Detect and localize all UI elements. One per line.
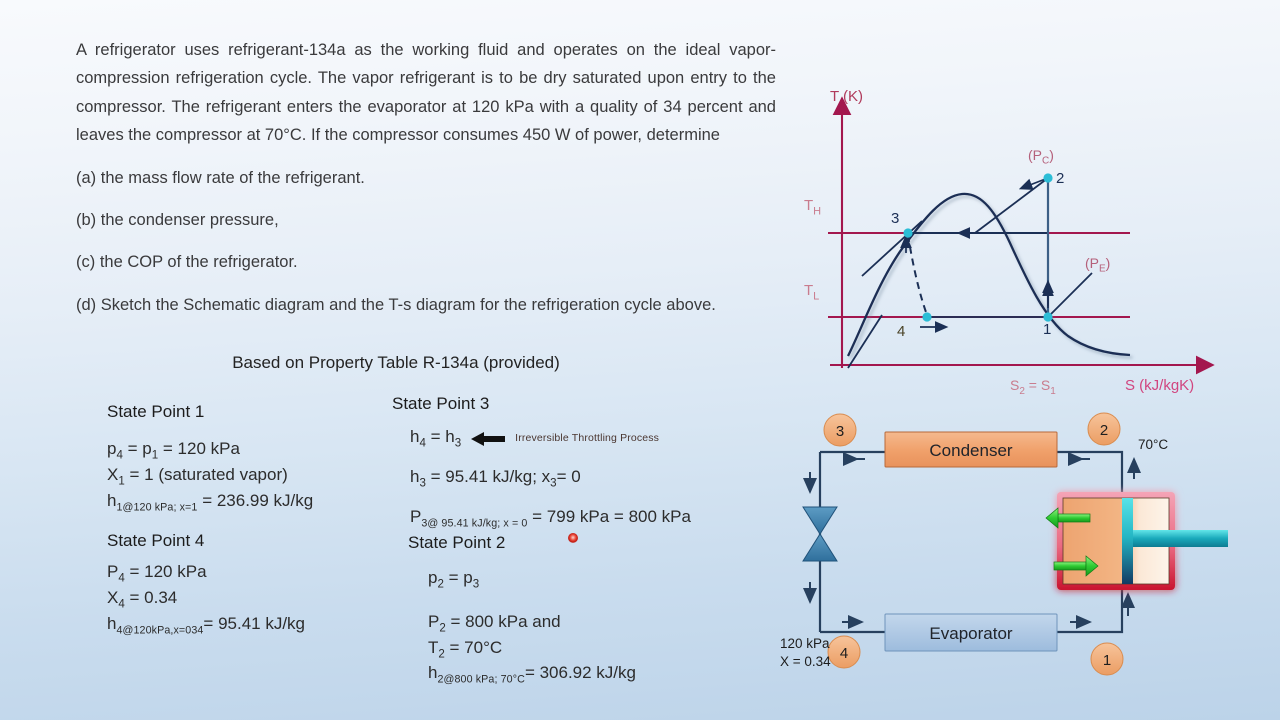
expansion-valve-icon [803, 507, 837, 561]
sp2-line-temperature [428, 637, 636, 663]
sp2-T-sub: 2 [438, 647, 445, 660]
ts-entropy-note: $S_2 = S_1$ [1010, 377, 1056, 397]
sp3-line-enthalpy [410, 466, 691, 492]
badge-2-label: 2 [1099, 422, 1109, 439]
sp2-line-enthalpy [428, 662, 636, 687]
ts-state-dot-3 [903, 228, 912, 237]
badge-3-label: 3 [835, 423, 845, 440]
state-point-2-body [428, 567, 636, 687]
problem-paragraph: A refrigerator uses refrigerant-134a as the working fluid and operates on the ideal vapor-compression refrigeration cycle. The vapor refrigerant is to be dry saturated upon entry to the compressor. The refrigerant enters the evaporator at 120 kPa with a quality of 34 percent and leaves the compressor at 70°C. If the compressor consumes 450 W of power, determine [76, 41, 776, 145]
state-point-2-title: State Point 2 [408, 533, 506, 552]
sp2-T-value: = 70°C [444, 637, 503, 657]
sp1-p-sub-1: 1 [151, 449, 159, 462]
sp4-line-enthalpy [107, 613, 305, 638]
ts-state-dot-4 [922, 312, 931, 321]
compressor-piston [1122, 498, 1133, 584]
sp2-eq: = p [443, 568, 473, 587]
sp2-h-sub: 2@800 kPa; 70°C [437, 673, 525, 686]
badge-2 [1088, 413, 1120, 445]
ts-x-axis-label: S (kJ/kgK) [1125, 377, 1195, 394]
question-a: (a) the mass flow rate of the refrigerant. [76, 168, 365, 187]
laser-pointer-dot [568, 533, 578, 543]
sp3-eq: = h [425, 427, 455, 446]
sp4-p-symbol: P [107, 562, 119, 581]
sp2-T-symbol: T [428, 637, 439, 657]
ts-label-tl: $T_L$ [804, 282, 820, 303]
throttling-process-note: Irreversible Throttling Process [515, 431, 660, 444]
left-arrow-icon [471, 431, 505, 447]
sp1-line-quality [107, 464, 313, 490]
schematic-diagram [770, 404, 1280, 696]
evaporator-inlet-quality-note: X = 0.34 [780, 654, 831, 669]
ts-liquid-line [862, 221, 922, 276]
sp1-p-sub-4: 4 [116, 449, 123, 462]
sp4-line-pressure [107, 561, 305, 587]
sp2-line-pressure [428, 611, 636, 637]
question-d: (d) Sketch the Schematic diagram and the T-s diagram for the refrigeration cycle above. [76, 295, 716, 314]
badge-1-label: 1 [1102, 652, 1112, 669]
badge-1 [1091, 643, 1123, 675]
ts-label-2: 2 [1056, 170, 1065, 187]
sp4-p-sub: 4 [118, 572, 125, 585]
sp2-line-p2-p3 [428, 567, 636, 593]
sp2-P-value: = 800 kPa and [445, 611, 561, 631]
sp4-x-value: = 0.34 [124, 587, 178, 607]
sp3-p-symbol: P [410, 506, 422, 526]
sp1-x-sub: 1 [118, 475, 125, 488]
sp4-x-sub: 4 [118, 598, 125, 611]
ts-y-axis-label: T (K) [830, 88, 864, 105]
sp1-x-symbol: X [107, 464, 119, 484]
sp4-h-value: = 95.41 kJ/kg [203, 613, 306, 633]
sp4-p-value: = 120 kPa [124, 562, 207, 581]
compressor-exit-temp-note: 70°C [1138, 437, 1169, 452]
sp1-p-value: = 120 kPa [158, 439, 240, 458]
sp2-P-symbol: P [428, 611, 440, 631]
sp3-h3-value: = 95.41 kJ/kg; x [425, 466, 551, 486]
sp4-h-symbol: h [107, 613, 117, 633]
ts-label-pe: $(P_E)$ [1085, 255, 1111, 275]
condenser-label: Condenser [929, 441, 1013, 460]
sp1-line-enthalpy [107, 490, 313, 515]
state-point-1-block [107, 402, 313, 514]
evaporator-label: Evaporator [929, 624, 1013, 643]
sp2-P-sub: 2 [439, 622, 446, 635]
ts-label-1: 1 [1043, 321, 1052, 338]
ts-label-3: 3 [891, 210, 900, 227]
badge-4 [828, 636, 860, 668]
ts-state-dot-2 [1043, 173, 1052, 182]
sp3-p-value: = 799 kPa = 800 kPa [527, 506, 691, 526]
question-c: (c) the COP of the refrigerator. [76, 253, 298, 272]
sp3-h3-sub: 3 [419, 477, 426, 490]
sp3-h-sub-4: 4 [419, 437, 426, 450]
ts-label-4: 4 [897, 323, 906, 340]
badge-4-label: 4 [839, 645, 849, 662]
pipe-bottom-right [1057, 586, 1122, 632]
sp4-line-quality [107, 587, 305, 613]
sp1-h-value: = 236.99 kJ/kg [197, 490, 314, 510]
sp1-line-pressure [107, 438, 313, 464]
state-point-4-title: State Point 4 [107, 531, 205, 550]
compressor-piston-rod [1133, 530, 1228, 547]
badge-3 [824, 414, 856, 446]
sp3-h-sub-3: 3 [454, 437, 462, 450]
sp2-p-symbol: p [428, 568, 438, 587]
ts-pe-line [1048, 273, 1092, 317]
state-point-3-title: State Point 3 [392, 394, 490, 413]
ts-diagram [800, 78, 1220, 398]
evaporator-inlet-pressure-note: 120 kPa [780, 636, 830, 651]
sp2-p-sub-3: 3 [472, 578, 480, 591]
sp3-x3-sub: 3 [550, 477, 557, 490]
ts-process-3-4 [908, 235, 927, 315]
sp4-x-symbol: X [107, 587, 119, 607]
sp3-p-sub: 3@ 95.41 kJ/kg; x = 0 [421, 516, 528, 529]
state-point-4-block [107, 531, 305, 637]
question-b: (b) the condenser pressure, [76, 210, 279, 229]
sp2-h-symbol: h [428, 663, 438, 683]
sp1-x-value: = 1 (saturated vapor) [124, 464, 288, 484]
sp1-p-symbol: p [107, 439, 117, 458]
sp2-p-sub-2: 2 [437, 578, 444, 591]
sp1-h-sub: 1@120 kPa; x=1 [116, 500, 198, 513]
sp4-h-sub: 4@120kPa,x=034 [116, 623, 204, 636]
sp3-x3-value: = 0 [556, 466, 581, 486]
ts-liquid-line-lower [848, 315, 882, 368]
sp1-eq: = p [122, 439, 152, 458]
sp1-h-symbol: h [107, 490, 117, 510]
problem-statement [76, 36, 776, 319]
sp3-h-symbol: h [410, 427, 420, 446]
ts-label-th: $T_H$ [804, 197, 822, 218]
sp3-line-h4-h3 [410, 426, 691, 452]
state-point-3-block [392, 394, 691, 544]
state-point-3-body [410, 426, 691, 530]
based-on-heading: Based on Property Table R-134a (provided) [232, 353, 560, 372]
state-point-2-block [408, 533, 636, 687]
sp2-h-value: = 306.92 kJ/kg [524, 663, 636, 683]
sp3-h4h3-expr [410, 426, 461, 452]
state-point-1-title: State Point 1 [107, 402, 205, 421]
state-point-1-body [107, 438, 313, 514]
sp3-line-pressure [410, 506, 691, 531]
sp3-h3-symbol: h [410, 466, 420, 486]
state-point-4-body [107, 561, 305, 637]
ts-label-pc: $(P_C)$ [1028, 147, 1054, 167]
